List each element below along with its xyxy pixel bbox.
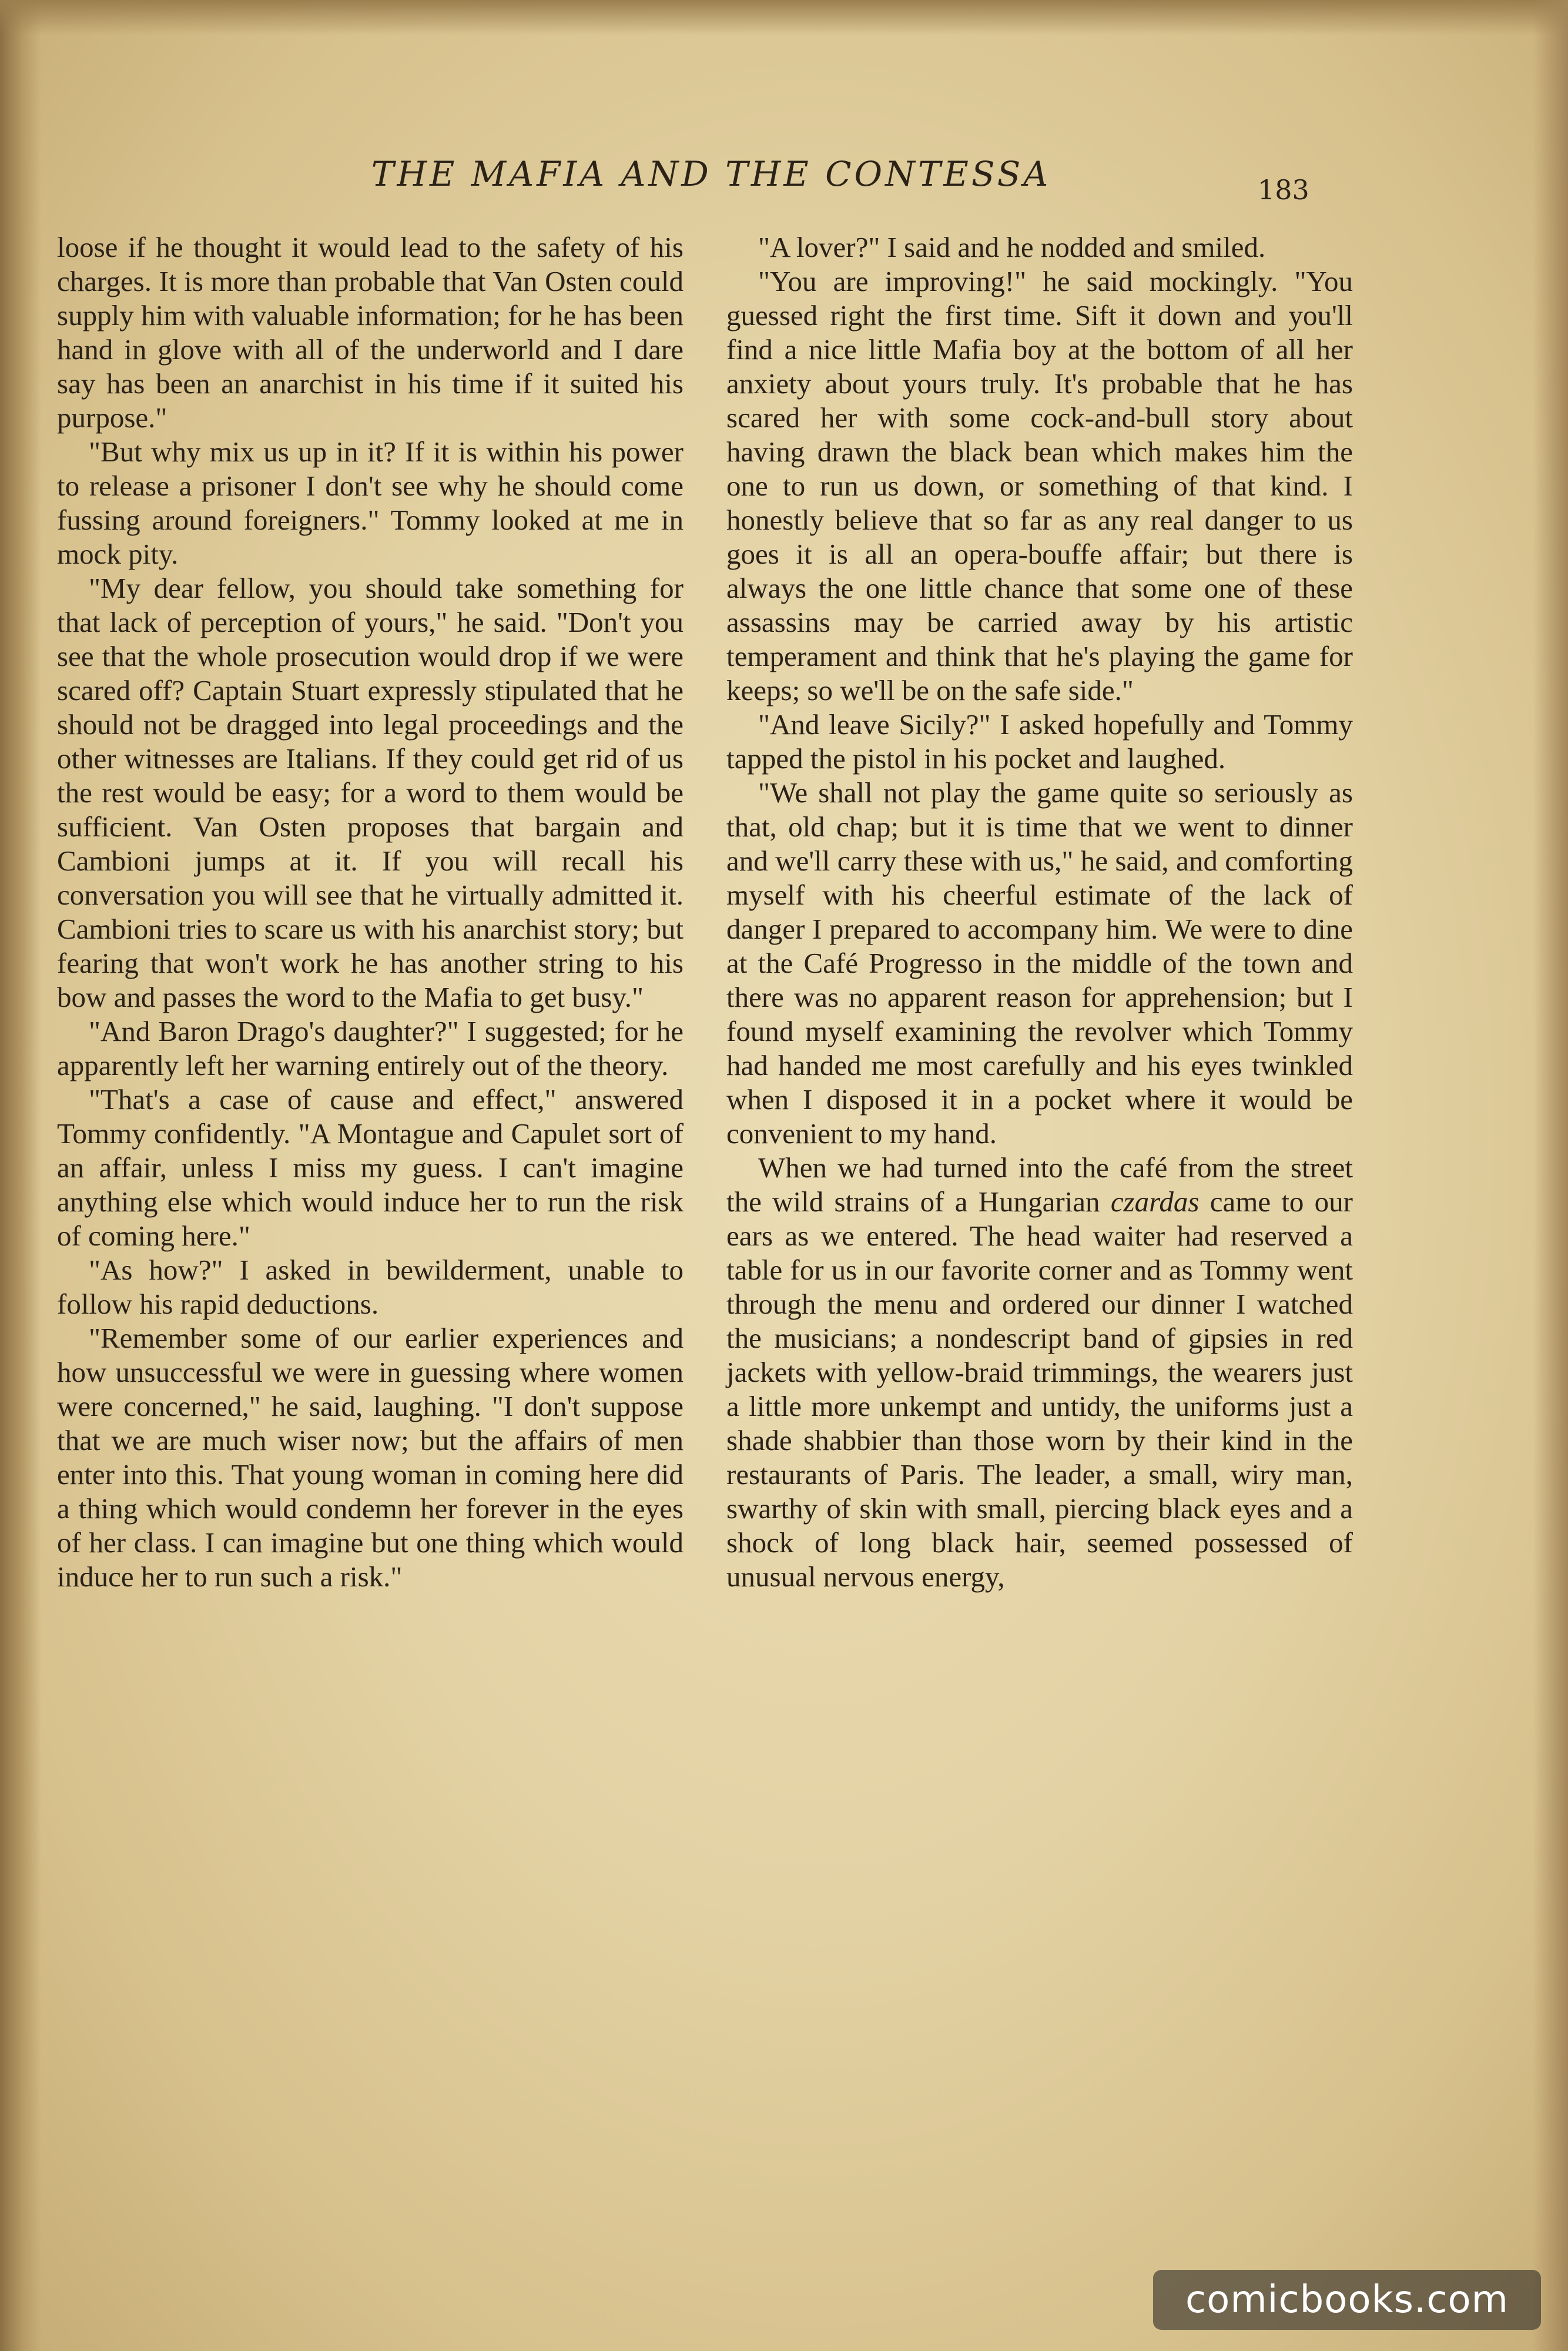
- italic-word: czardas: [1110, 1185, 1200, 1218]
- paragraph: "A lover?" I said and he nodded and smiled.: [758, 231, 1266, 263]
- paragraph: "But why mix us up in it? If it is within his power to release a prisoner I don't see why he should come fussing around foreigners." Tommy looked at me in mock pity.: [57, 436, 684, 570]
- left-text-column: [57, 230, 684, 1594]
- page-shadow-top: [0, 0, 1568, 35]
- paragraph: "That's a case of cause and effect," answered Tommy confidently. "A Montague and Capulet sort of an affair, unless I miss my guess. I can't imagine anything else which would induce her to run the risk of coming here.": [57, 1083, 684, 1252]
- paragraph: "You are improving!" he said mockingly. "You guessed right the first time. Sift it down and you'll find a nice little Mafia boy at the bottom of all her anxiety about yours truly. It's probable that he has scared her with some cock-and-bull story about having drawn the black bean which makes him the one to run us down, or something of that kind. I honestly believe that so far as any real danger to us goes it is all an opera-bouffe affair; but there is always the one little chance that some one of these assassins may be carried away by his artistic temperament and think that he's playing the game for keeps; so we'll be on the safe side.": [726, 265, 1353, 706]
- paragraph: "We shall not play the game quite so seriously as that, old chap; but it is time that we went to dinner and we'll carry these with us," he said, and comforting myself with his cheerful estimate of the lack of danger I prepared to accompany him. We were to dine at the Café Progresso in the middle of the town and there was no apparent reason for apprehension; but I found myself examining the revolver which Tommy had handed me most carefully and his eyes twinkled when I disposed it in a pocket where it would be convenient to my hand.: [726, 776, 1353, 1150]
- paragraph: "And Baron Drago's daughter?" I suggested; for he apparently left her warning entirely out of the theory.: [57, 1015, 684, 1081]
- watermark-badge: [1153, 2270, 1541, 2330]
- paragraph-with-italic: [726, 1151, 1353, 1594]
- paragraph: "As how?" I asked in bewilderment, unable to follow his rapid deductions.: [57, 1254, 684, 1320]
- paragraph-text: came to our ears as we entered. The head waiter had reserved a table for us in our favorite corner and as Tommy went through the menu and ordered our dinner I watched the musicians; a nondescript band of gipsies in red jackets with yellow-braid trimmings, the wearers just a little more unkempt and untidy, the uniforms just a shade shabbier than those worn by their kind in the restaurants of Paris. The leader, a small, wiry man, swarthy of skin with small, piercing black eyes and a shock of long black hair, seemed possessed of unusual nervous energy,: [726, 1185, 1353, 1593]
- page-shadow-left: [0, 0, 41, 2351]
- paragraph: loose if he thought it would lead to the safety of his charges. It is more than probable that Van Osten could supply him with valuable information; for he has been hand in glove with all of the underworld and I dare say has been an anarchist in his time if it suited his purpose.": [57, 231, 684, 434]
- page-shadow-right: [1533, 0, 1568, 2351]
- paragraph: "And leave Sicily?" I asked hopefully and Tommy tapped the pistol in his pocket and laughed.: [726, 708, 1353, 775]
- paragraph-text: When we had turned into the café from the street the wild strains of a Hungarian: [726, 1151, 1353, 1218]
- right-text-column: [726, 230, 1353, 1594]
- watermark-text: comicbooks.com: [1185, 2278, 1509, 2322]
- running-head: THE MAFIA AND THE CONTESSA: [371, 154, 1051, 194]
- page-number: 183: [1258, 174, 1309, 206]
- paragraph: "Remember some of our earlier experiences and how unsuccessful we were in guessing where women were concerned," he said, laughing. "I don't suppose that we are much wiser now; but the affairs of men enter into this. That young woman in coming here did a thing which would condemn her forever in the eyes of her class. I can imagine but one thing which would induce her to run such a risk.": [57, 1322, 684, 1593]
- paragraph: "My dear fellow, you should take something for that lack of perception of yours," he said. "Don't you see that the whole prosecution would drop if we were scared off? Captain Stuart expressly stipulated that he should not be dragged into legal proceedings and the other witnesses are Italians. If they could get rid of us the rest would be easy; for a word to them would be sufficient. Van Osten proposes that bargain and Cambioni jumps at it. If you will recall his conversation you will see that he virtually admitted it. Cambioni tries to scare us with his anarchist story; but fearing that won't work he has another string to his bow and passes the word to the Mafia to get busy.": [57, 572, 684, 1013]
